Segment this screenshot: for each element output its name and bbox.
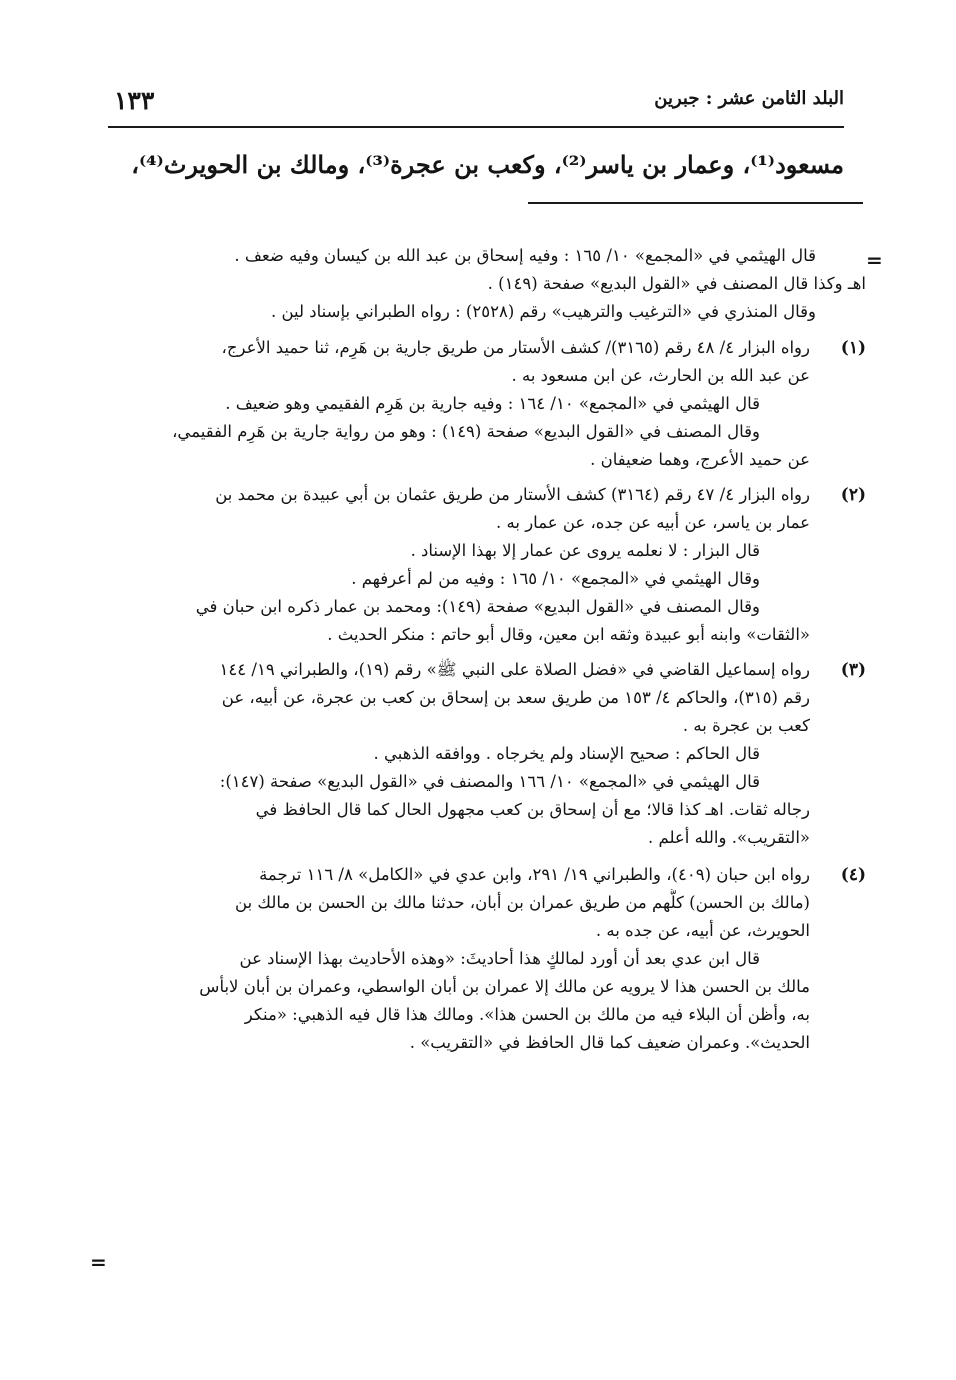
note-line: مالك بن الحسن هذا لا يرويه عن مالك إلا عمران بن أبان الواسطي، وعمران بن أبان لابأس	[199, 976, 810, 996]
main-text: مسعود⁽¹⁾، وعمار بن ياسر⁽²⁾، وكعب بن عجرة⁽³⁾، ومالك بن الحويرث⁽⁴⁾،	[131, 150, 844, 179]
footnote-1	[90, 334, 866, 474]
note-line: رواه ابن حبان (٤٠٩)، والطبراني ١٩/ ٢٩١، وابن عدي في «الكامل» ٨/ ١١٦ ترجمة	[259, 864, 810, 884]
note-line: وقال الهيثمي في «المجمع» ١٠/ ١٦٥ : وفيه من لم أعرفهم .	[351, 568, 760, 588]
page-number: ١٣٣	[114, 86, 155, 115]
continued-note	[146, 242, 866, 326]
running-title: البلد الثامن عشر : جبرين	[654, 88, 844, 109]
note-line: به، وأظن أن البلاء فيه من مالك بن الحسن هذا». ومالك هذا قال فيه الذهبي: «منكر	[244, 1004, 810, 1024]
page-header	[108, 86, 844, 126]
note-line: قال الهيثمي في «المجمع» ١٠/ ١٦٤ : وفيه جارية بن هَرِم الفقيمي وهو ضعيف .	[225, 393, 760, 413]
note-line: عن عبد الله بن الحارث، عن ابن مسعود به .	[511, 365, 810, 385]
note-line: «التقريب». والله أعلم .	[647, 828, 810, 848]
note-line: كعب بن عجرة به .	[682, 716, 810, 736]
footnote-body	[90, 334, 810, 474]
footnotes-area	[90, 230, 883, 1274]
footnote-number: (٢)	[840, 484, 866, 505]
footnote-body	[90, 481, 810, 649]
note-line: رواه البزار ٤/ ٤٧ رقم (٣١٦٤) كشف الأستار من طريق عثمان بن أبي عبيدة بن محمد بن	[215, 484, 810, 504]
note-line: الحديث». وعمران ضعيف كما قال الحافظ في «التقريب» .	[409, 1032, 810, 1052]
note-line: رواه البزار ٤/ ٤٨ رقم (٣١٦٥)/ كشف الأستار من طريق جارية بن هَرِم، ثنا حميد الأعرج،	[221, 337, 810, 357]
footnote-4	[90, 861, 866, 1057]
note-line: (مالك بن الحسن) كلُّهم من طريق عمران بن أبان، حدثنا مالك بن الحسن بن مالك بن	[235, 892, 810, 912]
note-line: قال ابن عدي بعد أن أورد لمالكٍ هذا أحاديثَ: «وهذه الأحاديث بهذا الإسناد عن	[239, 948, 760, 968]
footnote-separator	[528, 202, 863, 204]
note-line: وقال المصنف في «القول البديع» صفحة (١٤٩): ومحمد بن عمار ذكره ابن حبان في	[195, 596, 760, 616]
footnote-body	[90, 656, 810, 852]
footnote-number: (٣)	[840, 660, 866, 681]
footnote-body	[90, 861, 810, 1057]
note-line: قال الهيثمي في «المجمع» ١٠/ ١٦٦ والمصنف في «القول البديع» صفحة (١٤٧):	[219, 772, 760, 792]
note-line: «الثقات» وابنه أبو عبيدة وثقه ابن معين، وقال أبو حاتم : منكر الحديث .	[327, 624, 810, 644]
note-line: قال البزار : لا نعلمه يروى عن عمار إلا بهذا الإسناد .	[410, 540, 760, 560]
note-line: الحويرث، عن أبيه، عن جده به .	[595, 920, 810, 940]
note-line: رواه إسماعيل القاضي في «فضل الصلاة على النبي ﷺ» رقم (١٩)، والطبراني ١٩/ ١٤٤	[219, 660, 810, 680]
note-line: وقال المنذري في «الترغيب والترهيب» رقم (٢٥٢٨) : رواه الطبراني بإسناد لين .	[270, 302, 816, 321]
note-line: قال الحاكم : صحيح الإسناد ولم يخرجاه . ووافقه الذهبي .	[373, 744, 760, 764]
note-line: عمار بن ياسر، عن أبيه عن جده، عن عمار به .	[496, 512, 810, 532]
footnote-number: (٤)	[840, 864, 866, 885]
footnote-2	[90, 481, 866, 649]
footnote-3	[90, 656, 866, 852]
note-line: قال الهيثمي في «المجمع» ١٠/ ١٦٥ : وفيه إسحاق بن عبد الله بن كيسان وفيه ضعف .	[234, 246, 816, 265]
continuation-mark-bottom: =	[90, 1250, 107, 1274]
continuation-mark-top: =	[866, 248, 883, 272]
note-line: رقم (٣١٥)، والحاكم ٤/ ١٥٣ من طريق سعد بن إسحاق بن كعب بن عجرة، عن أبيه، عن	[221, 688, 810, 708]
note-line: اهـ وكذا قال المصنف في «القول البديع» صفحة (١٤٩) .	[487, 274, 866, 293]
note-line: وقال المصنف في «القول البديع» صفحة (١٤٩) : وهو من رواية جارية بن هَرِم الفقيمي،	[172, 421, 760, 441]
note-line: رجاله ثقات. اهـ كذا قالا؛ مع أن إسحاق بن كعب مجهول الحال كما قال الحافظ في	[255, 800, 810, 820]
footnote-number: (١)	[840, 337, 866, 358]
header-rule	[108, 126, 844, 128]
note-line: عن حميد الأعرج، وهما ضعيفان .	[590, 449, 810, 469]
